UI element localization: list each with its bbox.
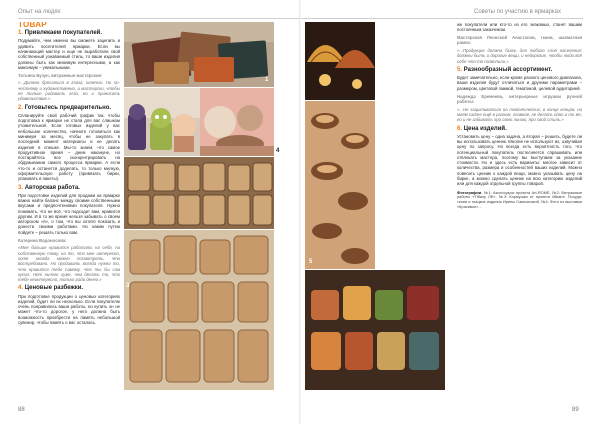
heading-title: Авторская работа.	[24, 184, 80, 191]
photo-number: 1	[265, 77, 269, 83]
header-rule-left	[18, 18, 300, 19]
section-heading	[18, 30, 120, 37]
heading-title: Разнообразный ассортимент.	[463, 67, 553, 74]
heading-number: 2.	[18, 104, 24, 111]
body-text: При подготовке изделий для продажи на ярмарке важно найти баланс между своими собственными вкусами и предпочтениями покупателя. Нужно понимать, что не всё, что подходит вам, нравится другим. И в то же время нельзя забывать о своем авторском «я», о том, что вы хотите показать и донести своими работами. Но каким путем пойдете – решать только вам.	[18, 192, 120, 235]
pottery-photo	[200, 88, 274, 156]
section-heading	[18, 105, 120, 112]
heading-number: 3.	[18, 184, 24, 191]
wood-crafts-photo	[124, 230, 274, 390]
quote-byline: Катерина Водоносова:	[18, 237, 67, 243]
quote-byline: Мастерская Леонской Анастасии, ткани, шахматная рамка:	[457, 35, 582, 46]
toys-photo	[124, 88, 200, 156]
photo-number: 3	[126, 283, 130, 289]
leather-goods-photo	[124, 22, 274, 87]
quote-text: «...Продукция должна быть для любого слоя населения: должны быть и дорогие вещи, и недорогие, чтобы люди всё себе что-то позволили.»	[457, 48, 582, 64]
page-gutter	[299, 0, 301, 424]
body-text: Будет замечательно, если кроме разного ценового диапазона, ваши изделия будут отличаться и другими параметрами – размером, цветовой гаммой, тематикой, целевой аудиторией.	[457, 75, 582, 91]
section-heading	[18, 285, 120, 292]
quote-text: «...Должно бросаться в глаза, конечно. Но по-честному и художественно, и мастерски, чтобы не только радовать глаз, но и приносить удовольствие.»	[18, 80, 120, 102]
quote-byline: Татьяна Бузун, витражные мастерские:	[18, 72, 103, 78]
right-text-column	[457, 22, 582, 394]
ceramic-cups-photo	[305, 270, 445, 390]
body-text: Подумайте, чем именно вы сможете зацепить и удивить посетителей ярмарки. Если вы начинающий мастер и еще не выработали свой собственный узнаваемый стиль, то ваши изделия должны быть как минимум интересными, а как максимум – уникальными.	[18, 38, 120, 70]
section-heading	[457, 67, 582, 74]
header-left: Опыт на людях	[18, 9, 61, 15]
page-number-left: 88	[18, 407, 25, 413]
quote-text: «Мне больше нравится работать на себя, на собственную тему, на то, что мне интересно, хотя иногда можно посмотреть, что востребовано. Но продавать всегда нужно то, что нравится тебе самому, что ты бы сам купил. Нет ничего хуже, чем делать то, что тебе неинтересно, только ради денег.»	[18, 245, 120, 283]
body-text: Спланируйте свой рабочий график так, чтобы подготовка к ярмарке не стала для вас слишком утомительной. Если готовых изделий у вас небольшое количество, начните готовиться как минимум за месяц, чтобы не закупать в последний момент материалы и не делать изделия в спешке. Мы-то знаем, что самое продуктивное время – днем накануне, но постарайтесь все сконцентрировать на обдумывании самого процесса ярмарки. А если что-то и останется доделать, то только мелкую, оформительскую работу (привязать бирки, упаковать в пакеты).	[18, 112, 120, 182]
photo-number: 4	[276, 148, 280, 154]
heading-title: Ценовые разбежки.	[24, 285, 84, 292]
heading-title: Цена изделий.	[463, 125, 507, 132]
tiffany-lamps-photo	[305, 22, 375, 100]
intro-text: же покупатели или кто-то из его знакомых, станет вашим постоянным заказчиком.	[457, 22, 582, 33]
photo-number: 6	[282, 381, 286, 387]
body-text: Установить цену – одна задача, а вторая – решить, будете ли вы использовать ценник. Многие не используют их, озвучивая цену по запросу. Но всегда есть вероятность того, что потенциальный покупатель постесняется спрашивать или отвлекать мастера, поэтому вы выступаем за указание стоимости. Но и здесь есть варианты: многое зависит от количества, размера и особенностей ваших изделий. Можно повесить ценник к каждой вещи, можно указывать цену на бирке, а можно сделать ценник на всю категорию изделий или для каждой отдельной группы товаров.	[457, 133, 582, 187]
page-number-right: 89	[572, 407, 579, 413]
quote-text: «...Не зацикливаться на тематических, в конце концов, на моём сайте ещё в разном, главное, не делать одно и то же, но и не забывать про свою линию, про свой стиль.»	[457, 106, 582, 123]
left-text-column	[18, 22, 120, 402]
section-heading	[18, 185, 120, 192]
heading-number: 5.	[457, 67, 463, 74]
heading-title: Готовьтесь предварительно.	[24, 104, 112, 111]
header-rule-right	[301, 18, 583, 19]
header-right: Советы по участию в ярмарках	[474, 9, 561, 15]
wooden-boxes-photo	[124, 157, 274, 229]
body-text: При подготовке продукции о ценовых категориях изделий, будет ли их несколько. Если покупателю очень понравились ваши работы, но купить он не может что-то дорогое, у него должна быть возможность приобрести на память небольшой сувенир, чтобы память о вас осталась.	[18, 293, 120, 326]
section-heading	[457, 126, 582, 133]
heading-number: 6.	[457, 125, 463, 132]
heading-number: 4.	[18, 285, 24, 292]
section-title: ТОВАР	[18, 22, 47, 29]
heading-title: Привлекаем покупателей.	[24, 30, 103, 37]
bowls-photo	[305, 101, 375, 269]
credits-text: №1: Аксессуары проекта Art-ROME, №2: Витражные работы «Tiffany ЛЕ», №3: Кормушки от проекта Mikami. Посуда: ткани и ткацкие изделия Ирины Самсоновой, №4: Фото из выставки «Красивое»...	[457, 189, 582, 209]
photo-credits	[457, 191, 582, 210]
photo-number: 2	[426, 36, 430, 42]
heading-number: 1.	[18, 30, 24, 37]
photo-number: 5	[309, 259, 313, 265]
credits-label: Фотографии.	[457, 189, 483, 195]
quote-byline: Надежда Еремеева, интерьерные игрушки ручной работы:	[457, 93, 582, 104]
